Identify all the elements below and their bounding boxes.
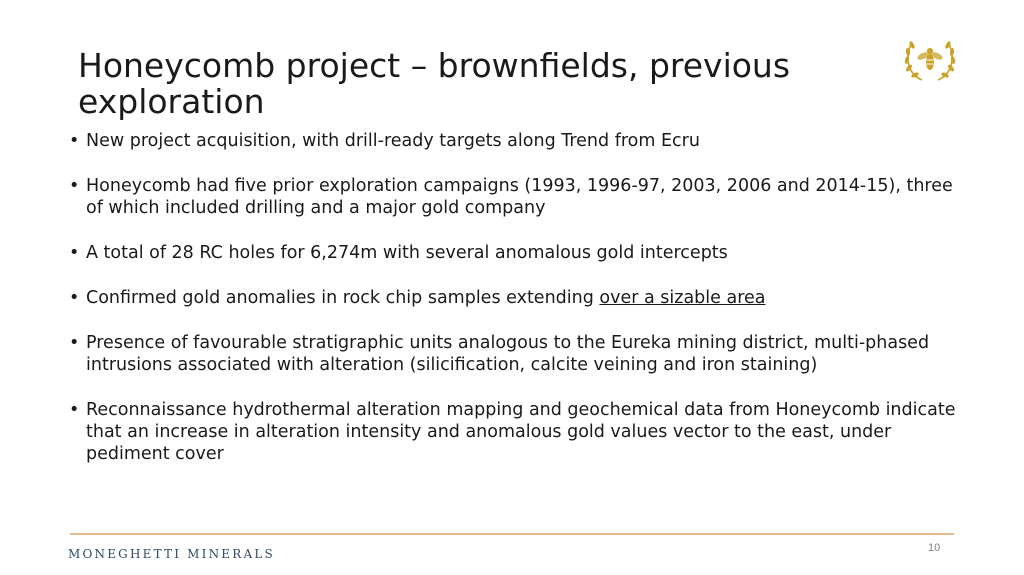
bullet-text: Reconnaissance hydrothermal alteration mapping and geochemical data from Honeycomb indicate that an increase in alteration intensity and anomalous gold values vector to the east, under pediment cover (86, 400, 956, 464)
list-item (68, 332, 968, 376)
bullet-dot: • (69, 176, 80, 196)
list-item (68, 175, 968, 219)
list-item (68, 399, 968, 465)
list-item (68, 130, 968, 152)
bullet-text: New project acquisition, with drill-ready targets along Trend from Ecru (86, 131, 700, 151)
bullet-dot: • (69, 288, 80, 308)
bullet-dot: • (69, 243, 80, 263)
list-item (68, 287, 968, 309)
bullet-dot: • (69, 131, 80, 151)
bullet-text: Confirmed gold anomalies in rock chip samples extending (86, 288, 600, 308)
list-item (68, 242, 968, 264)
brand-wordmark: MONEGHETTI MINERALS (68, 547, 275, 561)
page-title: Honeycomb project – brownfields, previous exploration (78, 46, 791, 121)
bullet-list (68, 130, 968, 488)
underlined-text: over a sizable area (599, 288, 766, 308)
bee-laurel-wreath-icon (900, 36, 960, 86)
bullet-text: Honeycomb had five prior exploration campaigns (1993, 1996-97, 2003, 2006 and 2014-15), three of which included drilling and a major gold company (86, 176, 953, 218)
page-number: 10 (928, 542, 941, 554)
bullet-text: A total of 28 RC holes for 6,274m with several anomalous gold intercepts (86, 243, 728, 263)
bullet-dot: • (69, 333, 80, 353)
footer-divider (70, 533, 954, 535)
bullet-dot: • (69, 400, 80, 420)
bullet-text: Presence of favourable stratigraphic units analogous to the Eureka mining district, multi-phased intrusions associated with alteration (silicification, calcite veining and iron staining) (86, 333, 930, 375)
